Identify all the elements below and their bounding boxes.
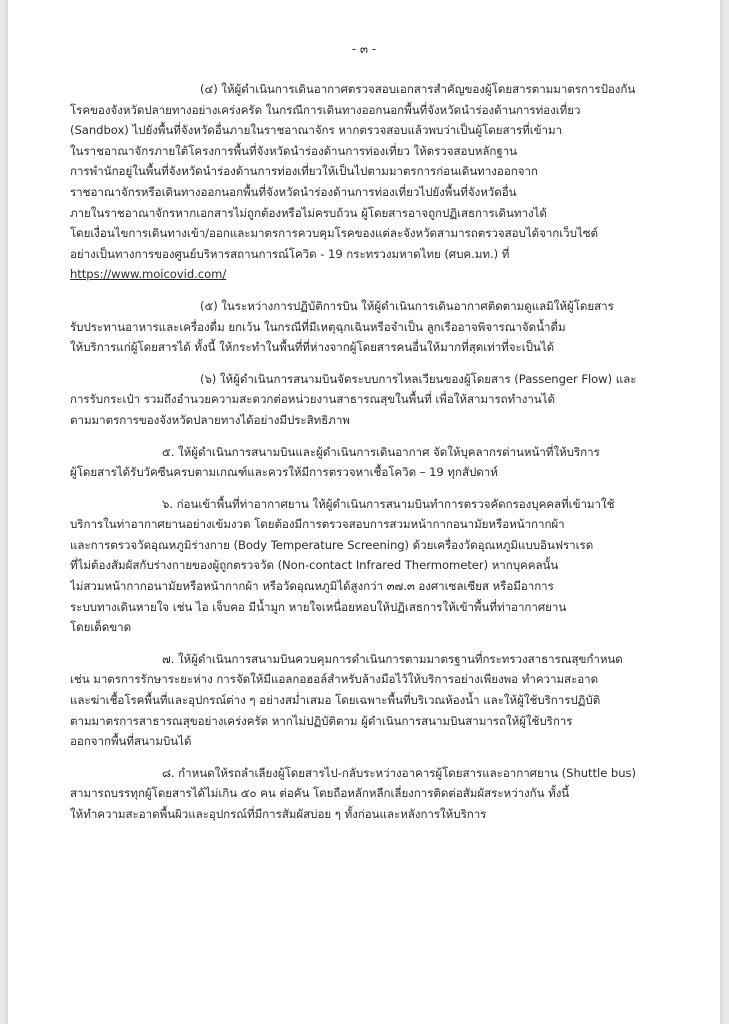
text-line: และการตรวจวัดอุณหภูมิร่างกาย (Body Temperature Screening) ด้วยเครื่องวัดอุณหภูมิแบบอินฟราเรด bbox=[70, 537, 594, 552]
text-line: โดยเงื่อนไขการเดินทางเข้า/ออกและมาตรการควบคุมโรคของแต่ละจังหวัดสามารถตรวจสอบได้จากเว็บไซต์ bbox=[70, 226, 599, 241]
text-line: ที่ไม่ต้องสัมผัสกับร่างกายของผู้ถูกตรวจวัด (Non-contact Infrared Thermometer) หากบุคคลนั้น bbox=[70, 558, 559, 573]
text-line: การรับกระเป๋า รวมถึงอำนวยความสะดวกต่อหน่วยงานสาธารณสุขในพื้นที่ เพื่อให้สามารถทำงานได้ bbox=[70, 392, 555, 407]
page-number: - ๓ - bbox=[351, 42, 377, 56]
paragraph bbox=[70, 649, 700, 752]
text-line: เช่น มาตรการรักษาระยะห่าง การจัดให้มีแอลกอฮอล์สำหรับล้างมือไว้ให้บริการอย่างเพียงพอ ทำความสะอาด bbox=[70, 672, 599, 687]
paragraph bbox=[70, 763, 700, 825]
text-line: บริการในท่าอากาศยานอย่างเข้มงวด โดยต้องมีการตรวจสอบการสวมหน้ากากอนามัยหรือหน้ากากผ้า bbox=[70, 517, 565, 532]
text-line: ออกจากพื้นที่สนามบินได้ bbox=[70, 734, 192, 749]
text-line: อย่างเป็นทางการของศูนย์บริหารสถานการณ์โควิด - 19 กระทรวงมหาดไทย (ศบค.มท.) ที่ bbox=[70, 246, 510, 261]
text-line: ตามมาตรการสาธารณสุขอย่างเคร่งครัด หากไม่ปฏิบัติตาม ผู้ดำเนินการสนามบินสามารถให้ผู้ใช้บริการ bbox=[70, 713, 573, 728]
paragraph bbox=[70, 442, 700, 483]
text-line: ในราชอาณาจักรภายใต้โครงการพื้นที่จังหวัดนำร่องด้านการท่องเที่ยว ให้ตรวจสอบหลักฐาน bbox=[70, 143, 518, 158]
paragraph bbox=[70, 296, 700, 358]
text-line: และฆ่าเชื้อโรคพื้นที่และอุปกรณ์ต่าง ๆ อย่างสม่ำเสมอ โดยเฉพาะพื้นที่บริเวณห้องน้ำ และให้ผู้ใช้บริการปฏิบัติ bbox=[70, 693, 601, 708]
text-line: ให้บริการแก่ผู้โดยสารได้ ทั้งนี้ ให้กระทำในพื้นที่ที่ห่างจากผู้โดยสารคนอื่นให้มากที่สุดเท่าที่จะเป็นได้ bbox=[70, 340, 555, 355]
moicovid-link[interactable]: https://www.moicovid.com/ bbox=[70, 267, 227, 282]
document-page bbox=[8, 0, 720, 1024]
text-line: ตามมาตรการของจังหวัดปลายทางได้อย่างมีประสิทธิภาพ bbox=[70, 412, 350, 427]
document-body bbox=[70, 79, 700, 836]
paragraph bbox=[70, 369, 700, 431]
text-line: ไม่สวมหน้ากากอนามัยหรือหน้ากากผ้า หรือวัดอุณหภูมิได้สูงกว่า ๓๗.๓ องศาเซลเซียส หรือมีอาการ bbox=[70, 579, 554, 594]
text-line: โรคของจังหวัดปลายทางอย่างเคร่งครัด ในกรณีการเดินทางออกนอกพื้นที่จังหวัดนำร่องด้านการท่องเที่ยว bbox=[70, 102, 581, 117]
text-line: ๖. ก่อนเข้าพื้นที่ท่าอากาศยาน ให้ผู้ดำเนินการสนามบินทำการตรวจคัดกรองบุคคลที่เข้ามาใช้ bbox=[162, 496, 615, 511]
text-line: โดยเด็ดขาด bbox=[70, 620, 132, 635]
text-line: ราชอาณาจักรหรือเดินทางออกนอกพื้นที่จังหวัดนำร่องด้านการท่องเที่ยวไปยังพื้นที่จังหวัดอื่น bbox=[70, 184, 517, 199]
text-line: ระบบทางเดินหายใจ เช่น ไอ เจ็บคอ มีน้ำมูก หายใจเหนื่อยหอบให้ปฏิเสธการให้เข้าพื้นที่ท่าอากาศยาน bbox=[70, 599, 567, 614]
paragraph bbox=[70, 79, 700, 285]
text-line bbox=[70, 264, 700, 285]
text-line: (๖) ให้ผู้ดำเนินการสนามบินจัดระบบการไหลเวียนของผู้โดยสาร (Passenger Flow) และ bbox=[200, 371, 637, 386]
paragraph bbox=[70, 494, 700, 638]
text-line: ๘. กำหนดให้รถลำเลียงผู้โดยสารไป-กลับระหว่างอาคารผู้โดยสารและอากาศยาน (Shuttle bus) bbox=[162, 765, 637, 780]
text-line: ๕. ให้ผู้ดำเนินการสนามบินและผู้ดำเนินการเดินอากาศ จัดให้บุคลากรด่านหน้าที่ให้บริการ bbox=[162, 444, 600, 459]
text-line: ๗. ให้ผู้ดำเนินการสนามบินควบคุมการดำเนินการตามมาตรฐานที่กระทรวงสาธารณสุขกำหนด bbox=[162, 651, 623, 666]
text-line: ผู้โดยสารได้รับวัคซีนครบตามเกณฑ์และควรให้มีการตรวจหาเชื้อโควิด – 19 ทุกสัปดาห์ bbox=[70, 465, 498, 480]
text-line: (๕) ในระหว่างการปฏิบัติการบิน ให้ผู้ดำเนินการเดินอากาศติดตามดูแลมิให้ผู้โดยสาร bbox=[200, 298, 614, 313]
text-line: ให้ทำความสะอาดพื้นผิวและอุปกรณ์ที่มีการสัมผัสบ่อย ๆ ทั้งก่อนและหลังการให้บริการ bbox=[70, 807, 487, 821]
text-line: การพำนักอยู่ในพื้นที่จังหวัดนำร่องด้านการท่องเที่ยวให้เป็นไปตามมาตรการก่อนเดินทางออกจาก bbox=[70, 164, 538, 179]
text-line: รับประทานอาหารและเครื่องดื่ม ยกเว้น ในกรณีที่มีเหตุฉุกเฉินหรือจำเป็น ลูกเรืออาจพิจารณาจัดน้ำดื่ม bbox=[70, 319, 566, 334]
text-line: (๔) ให้ผู้ดำเนินการเดินอากาศตรวจสอบเอกสารสำคัญของผู้โดยสารตามมาตรการป้องกัน bbox=[200, 82, 636, 96]
text-line: (Sandbox) ไปยังพื้นที่จังหวัดอื่นภายในราชอาณาจักร หากตรวจสอบแล้วพบว่าเป็นผู้โดยสารที่เข้ามา bbox=[70, 123, 563, 138]
text-line: สามารถบรรทุกผู้โดยสารได้ไม่เกิน ๕๐ คน ต่อคัน โดยถือหลักหลีกเลี่ยงการติดต่อสัมผัสระหว่างกัน ทั้งนี้ bbox=[70, 786, 570, 801]
text-line: ภายในราชอาณาจักรหากเอกสารไม่ถูกต้องหรือไม่ครบถ้วน ผู้โดยสารอาจถูกปฏิเสธการเดินทางได้ bbox=[70, 205, 547, 220]
